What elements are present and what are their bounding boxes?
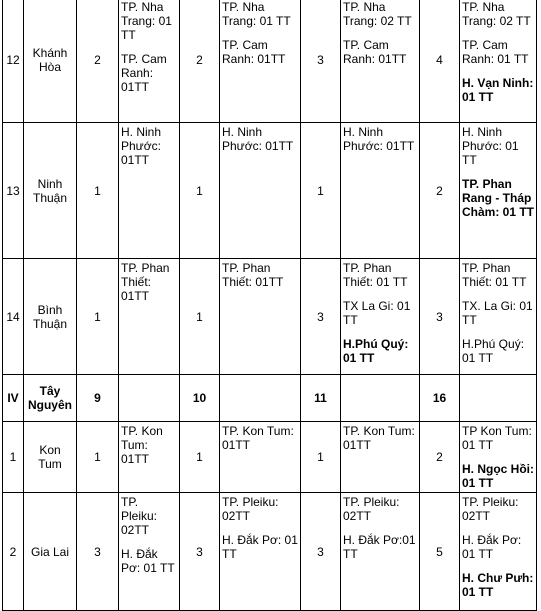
count-cell: 2 <box>77 0 119 123</box>
row-number: 12 <box>3 0 24 123</box>
town-list-cell <box>220 259 301 375</box>
table-row <box>3 0 537 123</box>
province-name: Ninh Thuận <box>24 123 77 259</box>
province-name: Tây Nguyên <box>24 375 77 422</box>
row-number: 13 <box>3 123 24 259</box>
town-list-cell <box>460 493 537 611</box>
town-entry: TP. Nha Trang: 02 TT <box>343 0 412 28</box>
town-entry: H. Đắk Pơ: 01 TT <box>462 533 522 561</box>
town-list-cell <box>460 0 537 123</box>
town-entry: TP. Pleiku: 02TT <box>343 495 400 523</box>
town-entry: TX. La Gi: 01 TT <box>462 299 533 327</box>
town-list-cell <box>220 422 301 493</box>
town-list-cell <box>220 123 301 259</box>
town-entry: H. Ninh Phước: 01TT <box>222 125 294 153</box>
town-entry: TP. Nha Trang: 02 TT <box>462 0 531 28</box>
count-cell: 1 <box>77 422 119 493</box>
town-entry: TP. Pleiku: 02TT <box>462 495 519 523</box>
town-entry: TP. Cam Ranh: 01 TT <box>462 38 529 66</box>
town-entry: TP. Cam Ranh: 01TT <box>121 52 167 94</box>
town-list-cell <box>341 123 420 259</box>
town-list-cell <box>341 375 420 422</box>
table-body <box>3 0 537 611</box>
town-entry: TP. Kon Tum: 01TT <box>343 424 415 452</box>
town-entry: TP. Phan Thiết: 01TT <box>222 261 284 289</box>
section-row <box>3 375 537 422</box>
count-cell: 3 <box>301 493 341 611</box>
town-entry: TP. Pleiku: 02TT <box>222 495 279 523</box>
town-entry: TP. Kon Tum: 01TT <box>222 424 294 452</box>
province-name: Bình Thuận <box>24 259 77 375</box>
town-list-cell <box>460 422 537 493</box>
town-list-cell <box>119 259 180 375</box>
town-entry: TP. Phan Thiết: 01 TT <box>343 261 408 289</box>
town-entry: H. Ninh Phước: 01 TT <box>462 125 519 167</box>
table-row <box>3 493 537 611</box>
town-list-cell <box>460 375 537 422</box>
row-number: 14 <box>3 259 24 375</box>
count-cell: 1 <box>77 123 119 259</box>
town-list-cell <box>119 493 180 611</box>
town-entry: H. Đắk Pơ: 01 TT <box>222 533 298 561</box>
town-entry: H.Phú Quý: 01 TT <box>462 337 525 365</box>
row-number: 1 <box>3 422 24 493</box>
town-list-cell <box>220 0 301 123</box>
town-entry: TP. Phan Rang - Tháp Chàm: 01 TT <box>462 177 535 219</box>
town-entry: TP. Nha Trang: 01 TT <box>222 0 291 28</box>
town-entry: TX La Gi: 01 TT <box>343 299 411 327</box>
town-entry: H. Ninh Phước: 01TT <box>343 125 415 153</box>
count-cell: 1 <box>301 123 341 259</box>
count-cell: 1 <box>77 259 119 375</box>
town-list-cell <box>220 375 301 422</box>
count-cell: 3 <box>420 259 460 375</box>
count-cell: 1 <box>301 422 341 493</box>
count-cell: 5 <box>420 493 460 611</box>
town-list-cell <box>119 123 180 259</box>
town-entry: TP. Nha Trang: 01 TT <box>121 0 172 42</box>
town-list-cell <box>341 259 420 375</box>
town-entry: H. Vạn Ninh: 01 TT <box>462 76 534 104</box>
town-list-cell <box>341 422 420 493</box>
count-cell: 9 <box>77 375 119 422</box>
town-entry: H. Ngọc Hồi: 01 TT <box>462 462 534 490</box>
town-list-cell <box>460 123 537 259</box>
count-cell: 3 <box>77 493 119 611</box>
province-name: Khánh Hòa <box>24 0 77 123</box>
count-cell: 1 <box>180 123 220 259</box>
count-cell: 3 <box>301 259 341 375</box>
town-entry: TP Kon Tum: 01 TT <box>462 424 532 452</box>
count-cell: 4 <box>420 0 460 123</box>
town-list-cell <box>460 259 537 375</box>
town-entry: TP. Cam Ranh: 01TT <box>222 38 286 66</box>
row-number: IV <box>3 375 24 422</box>
town-entry: H. Đắk Pơ:01 TT <box>343 533 416 561</box>
count-cell: 11 <box>301 375 341 422</box>
count-cell: 3 <box>180 493 220 611</box>
table-row <box>3 422 537 493</box>
count-cell: 16 <box>420 375 460 422</box>
table-row <box>3 123 537 259</box>
town-entry: H. Chư Pưh: 01 TT <box>462 571 534 599</box>
town-list-cell <box>341 0 420 123</box>
count-cell: 10 <box>180 375 220 422</box>
row-number: 2 <box>3 493 24 611</box>
district-table <box>2 0 537 611</box>
town-entry: H.Phú Quý: 01 TT <box>343 337 409 365</box>
town-entry: H. Đắk Pơ: 01 TT <box>121 547 175 575</box>
town-list-cell <box>119 0 180 123</box>
count-cell: 2 <box>180 0 220 123</box>
table-row <box>3 259 537 375</box>
count-cell: 2 <box>420 123 460 259</box>
count-cell: 2 <box>420 422 460 493</box>
town-list-cell <box>220 493 301 611</box>
town-entry: H. Ninh Phước: 01TT <box>121 125 162 167</box>
town-entry: TP. Kon Tum: 01TT <box>121 424 163 466</box>
town-list-cell <box>119 375 180 422</box>
province-name: Gia Lai <box>24 493 77 611</box>
town-entry: TP. Cam Ranh: 01TT <box>343 38 407 66</box>
province-name: Kon Tum <box>24 422 77 493</box>
town-list-cell <box>341 493 420 611</box>
town-entry: TP. Phan Thiết: 01TT <box>121 261 170 303</box>
town-list-cell <box>119 422 180 493</box>
count-cell: 3 <box>301 0 341 123</box>
count-cell: 1 <box>180 259 220 375</box>
town-entry: TP. Phan Thiết: 01 TT <box>462 261 527 289</box>
town-entry: TP. Pleiku: 02TT <box>121 495 158 537</box>
count-cell: 1 <box>180 422 220 493</box>
